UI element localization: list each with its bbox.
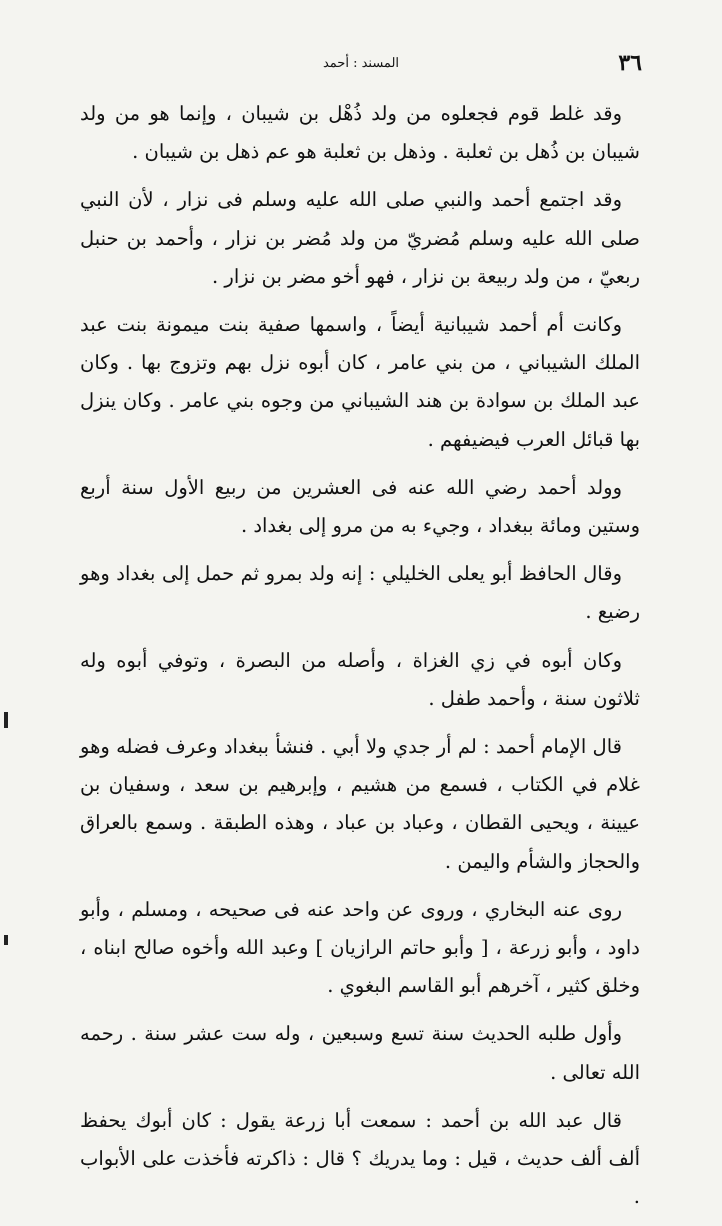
paragraph: قال عبد الله بن أحمد : سمعت أبا زرعة يقول : كان أبوك يحفظ ألف ألف حديث ، قيل : وما يدريك ؟ قال : ذاكرته فأخذت على الأبواب .	[80, 1108, 640, 1209]
scan-mark	[4, 712, 8, 728]
paragraph: وقد اجتمع أحمد والنبي صلى الله عليه وسلم فى نزار ، لأن النبي صلى الله عليه وسلم مُضريّ من ولد مُضر بن نزار ، وأحمد بن حنبل ربعيّ ، من ولد ربيعة بن نزار ، فهو أخو مضر بن نزار .	[80, 188, 640, 288]
paragraph: وقد غلط قوم فجعلوه من ولد ذُهْل بن شيبان ، وإنما هو من ولد شيبان بن ذُهل بن ثعلبة . وذهل بن ثعلبة هو عم ذهل بن شيبان .	[80, 102, 640, 164]
paragraph: وأول طلبه الحديث سنة تسع وسبعين ، وله ست عشر سنة . رحمه الله تعالى .	[80, 1022, 640, 1084]
paragraph: وولد أحمد رضي الله عنه فى العشرين من ربيع الأول سنة أربع وستين ومائة ببغداد ، وجيء به من مرو إلى بغداد .	[80, 475, 640, 538]
paragraph: وكان أبوه في زي الغزاة ، وأصله من البصرة ، وتوفي أبوه وله ثلاثون سنة ، وأحمد طفل .	[80, 648, 640, 710]
page-header	[80, 50, 642, 80]
paragraph: قال الإمام أحمد : لم أر جدي ولا أبي . فنشأ ببغداد وعرف فضله وهو غلام في الكتاب ، فسمع من هشيم ، وإبرهيم بن سعد ، وسفيان بن عيينة ، ويحيى القطان ، وعباد بن عباد ، وهذه الطبقة . وسمع بالعراق والحجاز والشأم واليمن .	[80, 735, 640, 873]
page-number: ٣٦	[618, 50, 642, 76]
paragraph: روى عنه البخاري ، وروى عن واحد عنه فى صحيحه ، ومسلم ، وأبو داود ، وأبو زرعة ، [ وأبو حاتم الرازيان ] وعبد الله وأخوه صالح ابناه ، وخلق كثير ، آخرهم أبو القاسم البغوي .	[80, 897, 640, 998]
page-body	[80, 95, 640, 1226]
paragraph: وقال الحافظ أبو يعلى الخليلي : إنه ولد بمرو ثم حمل إلى بغداد وهو رضيع .	[80, 562, 640, 624]
paragraph: وكانت أم أحمد شيبانية أيضاً ، واسمها صفية بنت ميمونة بنت عبد الملك الشيباني ، من بني عامر ، كان أبوه نزل بهم وتزوج بها . وكان عبد الملك بن سوادة بن هند الشيباني من وجوه بني عامر . وكان ينزل بها قبائل العرب فيضيفهم .	[80, 313, 640, 451]
scan-mark	[4, 935, 8, 945]
running-title: المسند : أحمد	[322, 56, 400, 71]
